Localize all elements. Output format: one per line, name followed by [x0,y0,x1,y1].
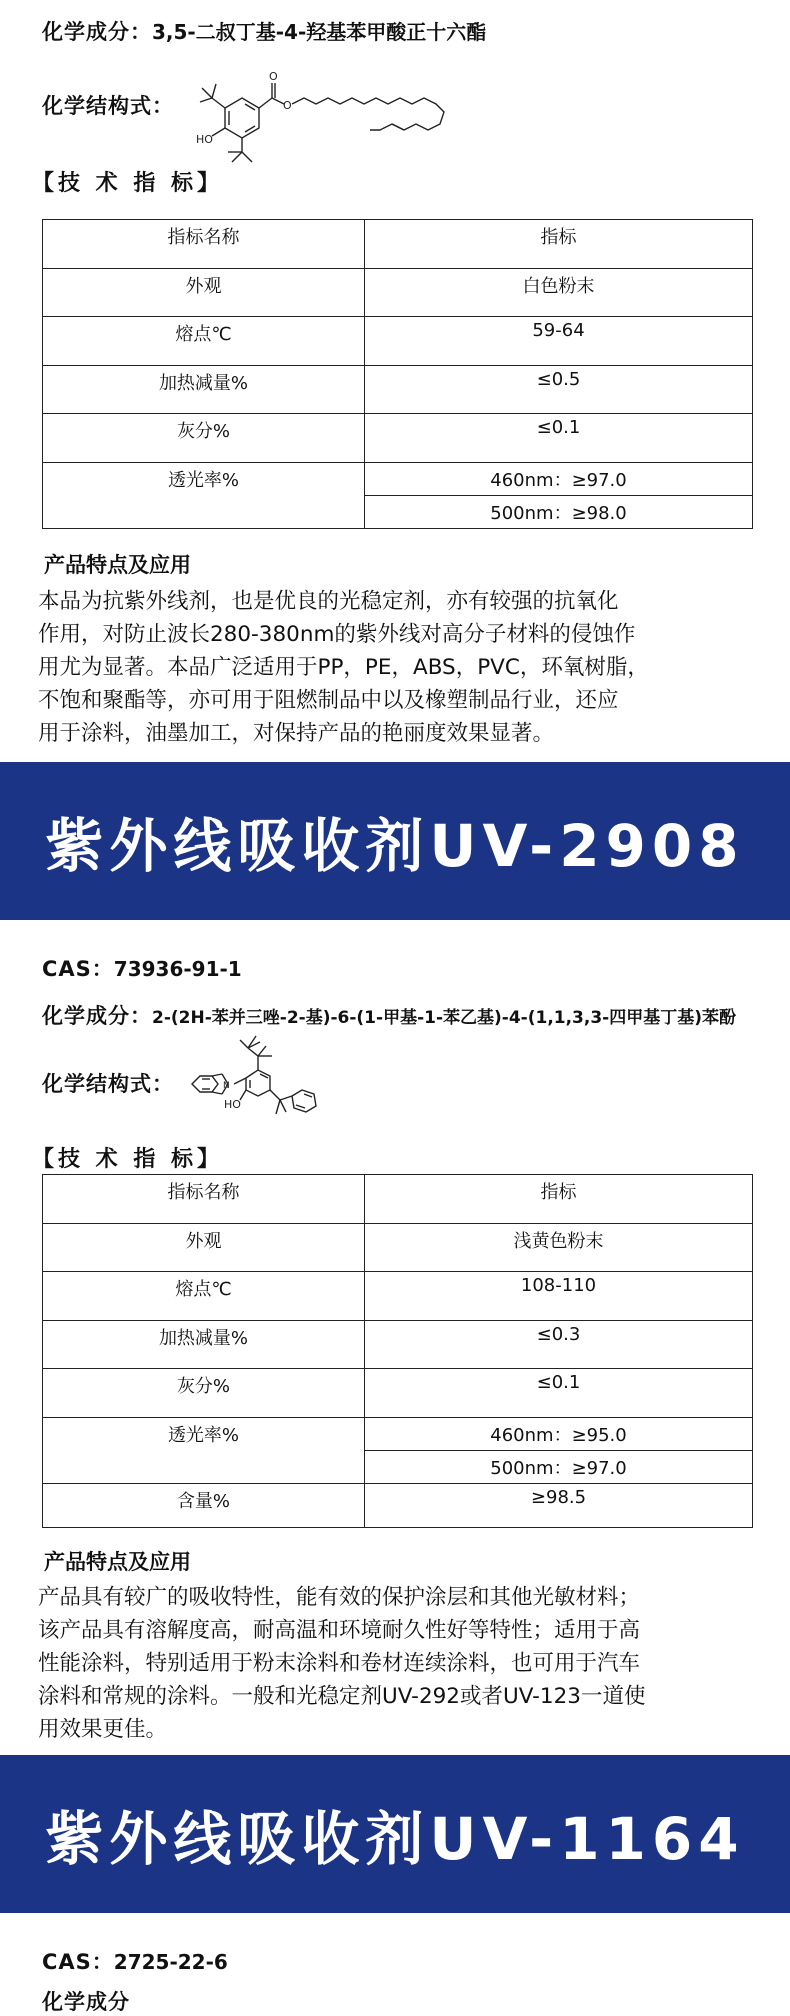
product-banner-uv1164 [0,1755,790,1913]
table-row [43,268,753,317]
table-header-row [43,1175,753,1224]
paragraph-line: 该产品具有溶解度高，耐高温和环境耐久性好等特性；适用于高 [38,1618,641,1643]
cas-value: 73936-91-1 [113,957,242,981]
table-row [43,365,753,414]
table-row [43,1272,753,1321]
header-cell: 指标 [365,220,753,269]
row-name: 灰分% [43,414,365,463]
paragraph-line: 产品具有较广的吸收特性，能有效的保护涂层和其他光敏材料； [38,1585,641,1610]
formula-label: 化学成分： [42,1004,152,1028]
spec-heading: 【技 术 指 标】 [32,1147,223,1172]
row-name: 灰分% [43,1369,365,1418]
oh-label: HO [224,1098,241,1111]
structure-diagram-2 [186,1032,346,1132]
paragraph-line: 用尤为显著。本品广泛适用于PP，PE，ABS，PVC，环氧树脂， [38,655,649,680]
paragraph-line: 本品为抗紫外线剂，也是优良的光稳定剂，亦有较强的抗氧化 [38,589,619,614]
structure-label: 化学结构式： [42,94,174,118]
oh-label: HO [196,133,213,146]
cas-line-3 [42,1946,228,1976]
row-name: 含量% [43,1483,365,1527]
row-subvalue: 460nm：≥97.0 [365,462,753,495]
features-heading: 产品特点及应用 [44,1550,191,1574]
n-label: N [223,1081,230,1091]
formula-label: 化学成分： [42,20,152,44]
table-header-row [43,220,753,269]
table-row [43,1320,753,1369]
row-value: ≥98.5 [365,1483,753,1527]
header-cell: 指标名称 [43,1175,365,1224]
ester-o-label: O [283,99,292,112]
row-value: ≤0.1 [365,1369,753,1418]
structure-label: 化学结构式： [42,1072,174,1096]
row-name: 加热减量% [43,1320,365,1369]
row-name: 熔点℃ [43,1272,365,1321]
row-name: 外观 [43,1223,365,1272]
row-value: 108-110 [365,1272,753,1321]
features-paragraph-2 [38,1581,752,1746]
table-row [43,1369,753,1418]
formula-value: 2-(2H-苯并三唑-2-基)-6-(1-甲基-1-苯乙基)-4-(1,1,3,3-四甲基丁基)苯酚 [152,1008,737,1028]
row-value: 59-64 [365,317,753,366]
formula-label-partial: 化学成分 [42,1990,130,2014]
row-value: ≤0.5 [365,365,753,414]
cas-label: CAS： [42,1950,114,1974]
formula-line-1 [42,16,486,46]
table-row [43,1417,753,1450]
carbonyl-o-label: O [269,70,278,83]
paragraph-line: 不饱和聚酯等，亦可用于阻燃制品中以及橡塑制品行业，还应 [38,688,619,713]
row-subvalue: 460nm：≥95.0 [365,1417,753,1450]
paragraph-line: 性能涂料，特别适用于粉末涂料和卷材连续涂料，也可用于汽车 [38,1651,641,1676]
row-name: 加热减量% [43,365,365,414]
cas-label: CAS： [42,957,114,981]
spec-table-1 [42,219,753,529]
product-banner-uv2908 [0,762,790,920]
formula-line-2 [42,1000,736,1030]
row-name: 熔点℃ [43,317,365,366]
row-subvalue: 500nm：≥98.0 [365,495,753,528]
header-cell: 指标名称 [43,220,365,269]
row-name: 透光率% [43,462,365,528]
row-name: 透光率% [43,1417,365,1483]
row-name: 外观 [43,268,365,317]
header-cell: 指标 [365,1175,753,1224]
features-paragraph-1 [38,585,752,750]
cas-value: 2725-22-6 [113,1950,228,1974]
cas-line-2 [42,953,242,983]
paragraph-line: 用于涂料，油墨加工，对保持产品的艳丽度效果显著。 [38,721,555,746]
row-value: 白色粉末 [365,268,753,317]
row-value: ≤0.1 [365,414,753,463]
row-value: ≤0.3 [365,1320,753,1369]
features-heading: 产品特点及应用 [44,553,191,577]
table-row [43,1223,753,1272]
table-row [43,414,753,463]
banner-title: 紫外线吸收剂UV-1164 [45,1805,745,1873]
paragraph-line: 作用，对防止波长280-380nm的紫外线对高分子材料的侵蚀作 [38,622,636,647]
table-row [43,1483,753,1527]
paragraph-line: 用效果更佳。 [38,1717,168,1742]
paragraph-line: 涂料和常规的涂料。一般和光稳定剂UV-292或者UV-123一道使 [38,1684,646,1709]
row-subvalue: 500nm：≥97.0 [365,1450,753,1483]
structure-diagram-1 [182,68,462,168]
spec-heading: 【技 术 指 标】 [32,171,223,196]
row-value: 浅黄色粉末 [365,1223,753,1272]
table-row [43,317,753,366]
banner-title: 紫外线吸收剂UV-2908 [45,812,745,880]
table-row [43,462,753,495]
formula-value: 3,5-二叔丁基-4-羟基苯甲酸正十六酯 [152,20,487,44]
spec-table-2 [42,1174,753,1528]
